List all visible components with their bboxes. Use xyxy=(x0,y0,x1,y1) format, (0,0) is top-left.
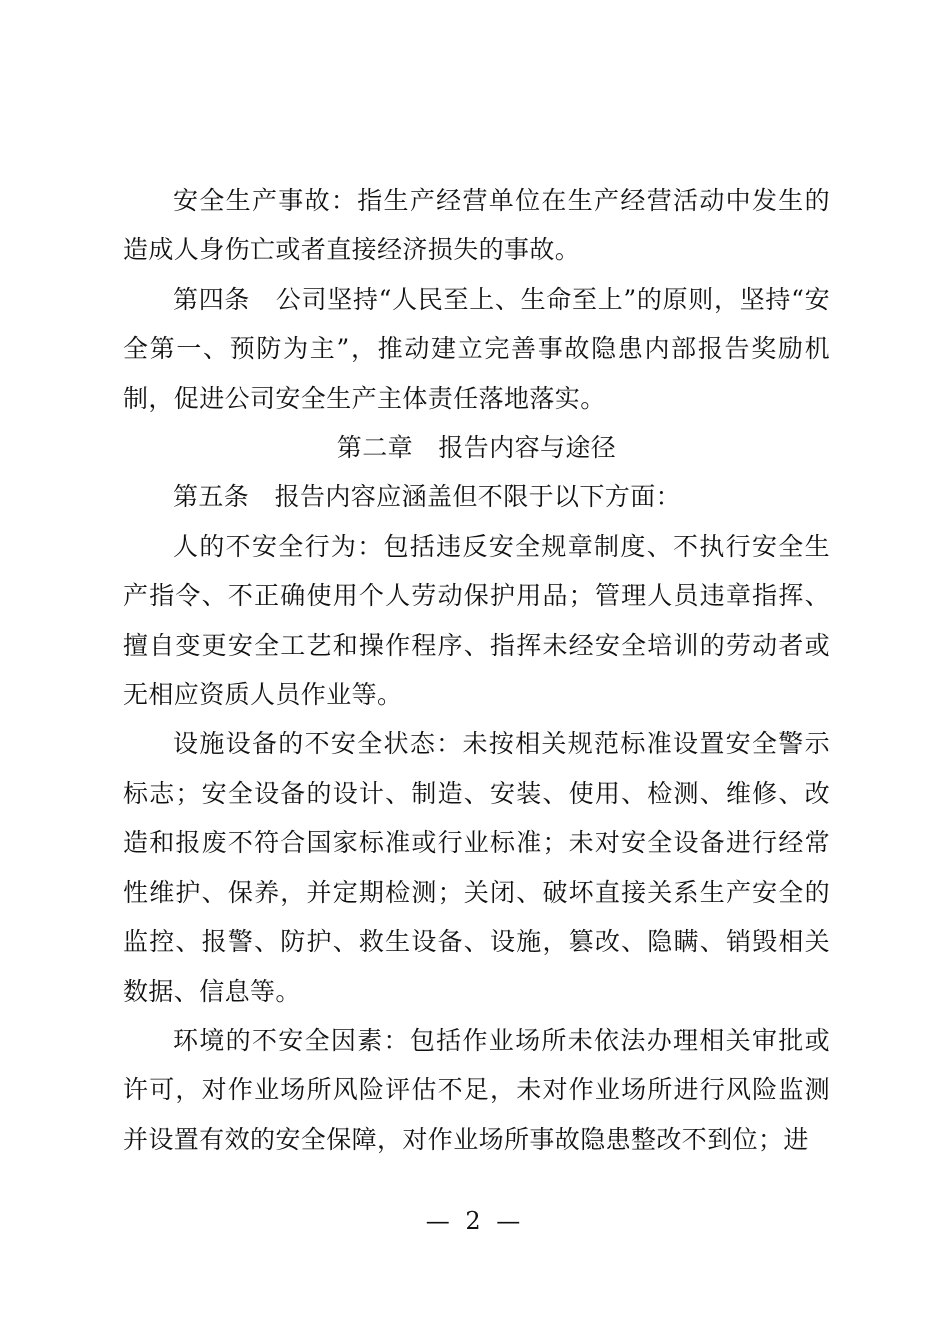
paragraph-accident-definition: 安全生产事故：指生产经营单位在生产经营活动中发生的造成人身伤亡或者直接经济损失的事故。 xyxy=(123,186,830,265)
paragraph-unsafe-behavior: 人的不安全行为：包括违反安全规章制度、不执行安全生产指令、不正确使用个人劳动保护用品；管理人员违章指挥、擅自变更安全工艺和操作程序、指挥未经安全培训的劳动者或无相应资质人员作业等。 xyxy=(123,531,830,710)
page-number: — 2 — xyxy=(425,1207,525,1235)
document-body xyxy=(123,176,830,1164)
paragraph-article-5: 第五条 报告内容应涵盖但不限于以下方面： xyxy=(173,482,682,512)
paragraph-article-4: 第四条 公司坚持“人民至上、生命至上”的原则，坚持“安全第一、预防为主”，推动建立完善事故隐患内部报告奖励机制，促进公司安全生产主体责任落地落实。 xyxy=(123,284,830,413)
paragraph-unsafe-equipment: 设施设备的不安全状态：未按相关规范标准设置安全警示标志；安全设备的设计、制造、安装、使用、检测、维修、改造和报废不符合国家标准或行业标准；未对安全设备进行经常性维护、保养，并定期检测；关闭、破坏直接关系生产安全的监控、报警、防护、救生设备、设施，篡改、隐瞒、销毁相关数据、信息等。 xyxy=(123,729,830,1006)
paragraph-unsafe-environment: 环境的不安全因素：包括作业场所未依法办理相关审批或许可，对作业场所风险评估不足，未对作业场所进行风险监测并设置有效的安全保障，对作业场所事故隐患整改不到位；进 xyxy=(123,1025,830,1154)
chapter-heading: 第二章 报告内容与途径 xyxy=(336,433,617,463)
